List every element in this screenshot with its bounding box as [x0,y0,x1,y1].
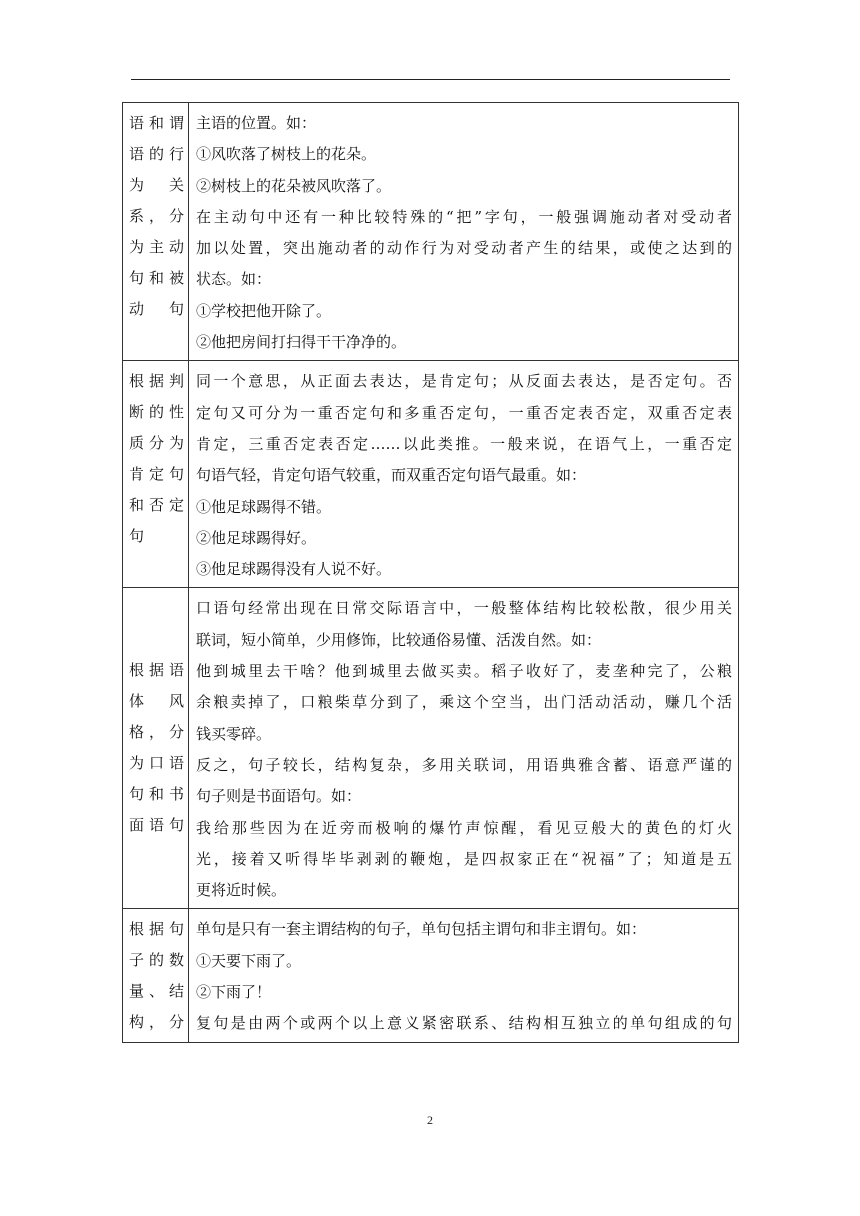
category-line: 格，分 [129,723,184,742]
category-line: 语和谓 [129,114,184,132]
category-line: 量、结 [129,982,184,1001]
category-line: 语的行 [129,145,184,163]
header-rule [131,79,730,80]
category-line: 系，分 [129,207,184,225]
content-cell [189,361,739,588]
category-label [123,103,188,325]
category-label [123,588,188,841]
table-row [123,588,739,909]
table-body [123,103,739,1043]
content-line: 更将近时候。 [196,881,287,900]
category-line: 质分为 [129,434,184,453]
content-line: 定句又可分为一重否定句和多重否定句，一重否定表否定，双重否定表 [196,403,732,422]
category-line: 动句 [129,300,184,318]
category-line: 断的性 [129,403,184,422]
content-text [189,361,738,587]
table-row [123,361,739,588]
category-cell [123,909,189,1042]
content-line: 余粮卖掉了，口粮柴草分到了，乘这个空当，出门活动活动，赚几个活 [196,693,732,712]
content-line: ②树枝上的花朵被风吹落了。 [196,176,392,195]
category-line: 和否定 [129,496,184,515]
category-line: 根据句 [129,920,184,939]
category-line: 子的数 [129,951,184,970]
content-line: ②下雨了！ [196,983,272,1002]
content-line: 联词，短小简单，少用修饰，比较通俗易懂、活泼自然。如： [196,630,602,649]
content-line: ①风吹落了树枝上的花朵。 [196,145,377,164]
content-line: ①学校把他开除了。 [196,301,332,320]
content-line: 加以处置，突出施动者的动作行为对受动者产生的结果，或使之达到的 [196,239,732,258]
sentence-classification-table [122,102,739,1043]
content-line: 同一个意思，从正面去表达，是肯定句；从反面去表达，是否定句。否 [196,372,732,391]
content-line: 反之，句子较长，结构复杂，多用关联词，用语典雅含蓄、语意严谨的 [196,755,732,774]
content-line: 句语气轻，肯定句语气较重，而双重否定句语气最重。如： [196,466,587,485]
category-label [123,909,188,1038]
content-line: 在主动句中还有一种比较特殊的“把”字句，一般强调施动者对受动者 [196,207,732,226]
category-line: 句 [129,527,145,546]
category-line: 为口语 [129,754,184,773]
category-line: 为主动 [129,238,184,256]
content-cell [189,588,739,909]
category-cell [123,361,189,588]
category-line: 构，分 [129,1013,184,1032]
content-line: ③他足球踢得没有人说不好。 [196,560,392,579]
content-line: 我给那些因为在近旁而极响的爆竹声惊醒，看见豆般大的黄色的灯火 [196,818,732,837]
category-line: 根据语 [129,661,184,680]
category-cell [123,588,189,909]
table-row [123,909,739,1042]
content-line: 钱买零碎。 [196,724,272,743]
content-text [189,588,738,908]
content-line: 光，接着又听得毕毕剥剥的鞭炮，是四叔家正在“祝福”了；知道是五 [196,849,732,868]
content-line: 口语句经常出现在日常交际语言中，一般整体结构比较松散，很少用关 [196,599,732,618]
content-cell [189,909,739,1042]
content-line: 复句是由两个或两个以上意义紧密联系、结构相互独立的单句组成的句 [196,1014,732,1033]
category-line: 根据判 [129,372,184,391]
content-line: ①天要下雨了。 [196,951,302,970]
content-line: 单句是只有一套主谓结构的句子，单句包括主谓句和非主谓句。如： [196,920,647,939]
content-line: 主语的位置。如： [196,114,317,132]
content-line: 肯定，三重否定表否定……以此类推。一般来说，在语气上，一重否定 [196,434,732,453]
content-line: ②他足球踢得好。 [196,528,317,547]
category-line: 面语句 [129,816,184,835]
content-line: 句子则是书面语句。如： [196,787,362,806]
content-line: 他到城里去干啥？他到城里去做买卖。稻子收好了，麦垄种完了，公粮 [196,662,732,681]
category-line: 体 风 [129,692,184,711]
category-line: 为 关 [129,176,184,194]
category-line: 句和被 [129,269,184,287]
content-cell [189,103,739,361]
table-row [123,103,739,361]
content-line: ②他把房间打扫得干干净净的。 [196,333,407,352]
category-line: 句和书 [129,785,184,804]
content-text [189,103,738,360]
page-number: 2 [427,1113,433,1127]
category-cell [123,103,189,361]
content-line: ①他足球踢得不错。 [196,497,332,516]
category-line: 肯定句 [129,465,184,484]
content-text [189,909,738,1041]
content-line: 状态。如： [196,270,272,289]
category-label [123,361,188,552]
